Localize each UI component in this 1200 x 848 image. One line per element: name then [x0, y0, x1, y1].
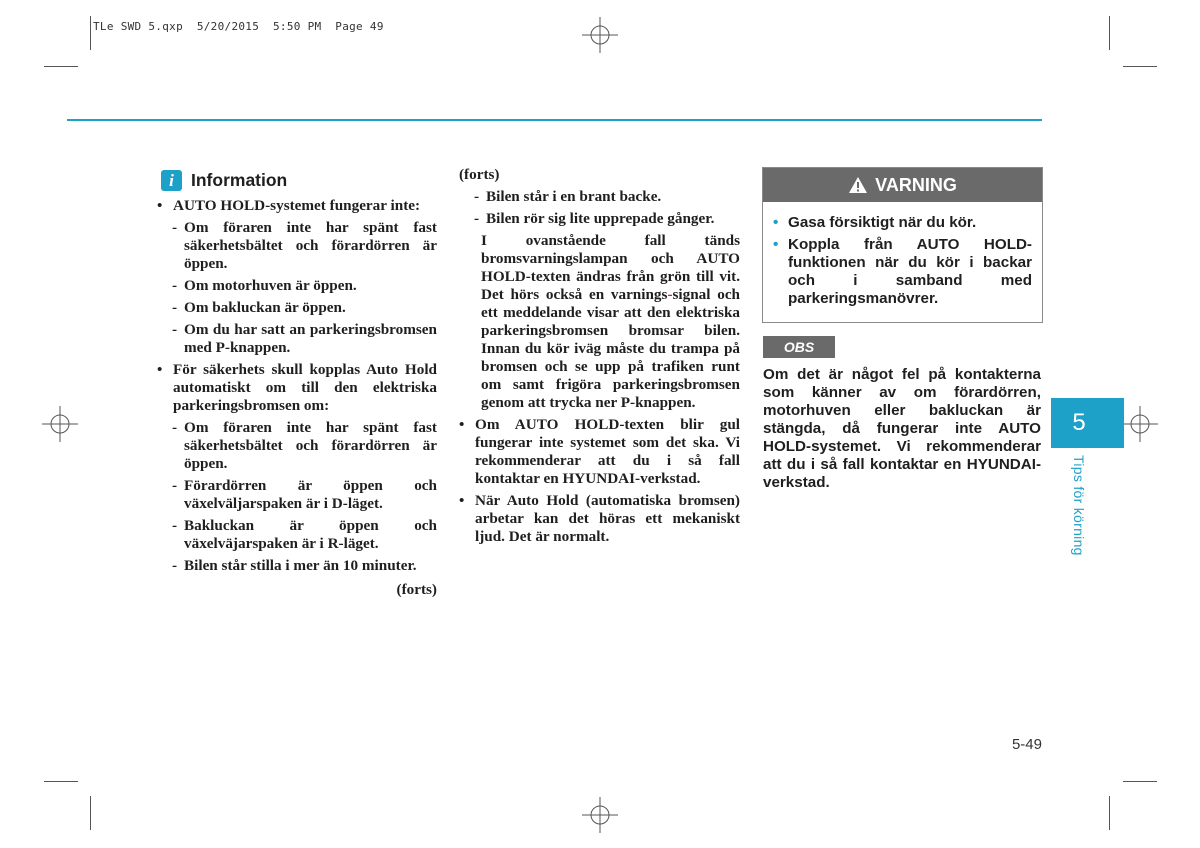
sub-item: - Bilen står stilla i mer än 10 minuter.: [157, 557, 437, 575]
crop-mark: [90, 796, 91, 830]
paragraph: [459, 232, 740, 412]
header-rule: [67, 119, 1042, 121]
warning-header: [763, 168, 1042, 202]
crop-mark: [44, 66, 78, 67]
bullet-dot: •: [157, 197, 163, 214]
warning-text: Koppla från AUTO HOLD-funktionen när du kör i backar och i samband med parkeringsmanövrer.: [788, 236, 1032, 307]
crop-mark: [1123, 781, 1157, 782]
sub-item-text: Om föraren inte har spänt fast säkerhetsbältet och förardörren är öppen.: [184, 419, 437, 472]
list-item: [157, 197, 437, 215]
sub-item-text: Bilen står i en brant backe.: [486, 188, 662, 205]
sub-item-text: Bilen står stilla i mer än 10 minuter.: [184, 557, 417, 574]
paragraph-text: I ovanstående fall tänds bromsvarningslampan och AUTO HOLD-texten ändras från grön till vit. Det hörs också en varnings: [481, 232, 740, 303]
bullet-dot: •: [459, 492, 465, 509]
list-item: [773, 236, 1032, 308]
sub-item: - Om du har satt an parkeringsbromsen med P-knappen.: [172, 321, 437, 356]
bullet-dot: •: [773, 214, 779, 231]
hyphen-mark: -: [667, 286, 673, 303]
bullet-dot: •: [459, 416, 465, 433]
paragraph-text: signal och ett meddelande visar att den elektriska parkeringsbromsen bromsar bilen. Innan du kör iväg måste du trampa på bromsen och se upp på trafiken runt om samt frigöra parkeringsbromsen genom att trycka ner P-knappen.: [481, 286, 741, 411]
list-item: [773, 214, 1032, 232]
sub-item-text: Förardörren är öppen och växelväljarspaken är i D-läget.: [184, 477, 437, 512]
registration-mark-icon: [1122, 406, 1158, 442]
sub-item-text: Om motorhuven är öppen.: [184, 277, 357, 294]
information-heading: [157, 166, 437, 194]
obs-label: OBS: [763, 336, 835, 358]
chapter-number: 5: [1072, 409, 1086, 436]
warning-title: VARNING: [875, 174, 957, 195]
list-item: [157, 361, 437, 415]
bullet-text: För säkerhets skull kopplas Auto Hold automatiskt om till den elektriska parkeringsbromsen om:: [173, 361, 437, 414]
warning-text: Gasa försiktigt när du kör.: [788, 214, 977, 231]
print-slug: TLe SWD 5.qxp 5/20/2015 5:50 PM Page 49: [93, 20, 384, 33]
list-item: [459, 416, 740, 488]
continued-label: (forts): [396, 581, 437, 598]
sub-item: - Om föraren inte har spänt fast säkerhetsbältet och förardörren är öppen.: [172, 419, 437, 472]
crop-mark: [44, 781, 78, 782]
obs-text: Om det är något fel på kontakterna som känner av om förardörren, motorhuven eller bakluckan är stängda, då fungerar inte AUTO HOLD-systemet. Vi rekommenderar att du i så fall kontaktar en HYUNDAI-verkstad.: [763, 366, 1041, 491]
warning-body: [763, 202, 1042, 308]
registration-mark-icon: [42, 406, 78, 442]
information-title: Information: [191, 170, 288, 190]
registration-mark-icon: [582, 797, 618, 833]
crop-mark: [1109, 796, 1110, 830]
bullet-text: När Auto Hold (automatiska bromsen) arbetar kan det höras ett mekaniskt ljud. Det är normalt.: [475, 492, 740, 545]
sub-item: - Bakluckan är öppen och växelväjarspaken är i R-läget.: [172, 517, 437, 552]
bullet-text: AUTO HOLD-systemet fungerar inte:: [173, 197, 421, 214]
sub-item-text: Om föraren inte har spänt fast säkerhetsbältet och förardörren är öppen.: [184, 219, 437, 272]
sub-item: - Förardörren är öppen och växelväljarspaken är i D-läget.: [172, 477, 437, 512]
sub-item-text: Bilen rör sig lite upprepade gånger.: [486, 210, 715, 227]
bullet-dot: •: [773, 236, 779, 253]
crop-mark: [90, 16, 91, 50]
crop-mark: [1109, 16, 1110, 50]
info-icon: i: [161, 170, 182, 191]
sub-item: - Om motorhuven är öppen.: [157, 277, 437, 295]
sub-item-text: Bakluckan är öppen och växelväjarspaken är i R-läget.: [184, 517, 437, 552]
chapter-title-text: Tips för körning: [1071, 455, 1087, 556]
bullet-text: Om AUTO HOLD-texten blir gul fungerar inte systemet som det ska. Vi rekommenderar att du i så fall kontaktar en HYUNDAI-verkstad.: [475, 416, 740, 487]
warning-box: [762, 167, 1043, 323]
crop-mark: [1123, 66, 1157, 67]
sub-item-text: Om du har satt an parkeringsbromsen med P-knappen.: [184, 321, 437, 356]
sub-item: - Bilen står i en brant backe.: [459, 188, 740, 206]
bullet-dot: •: [157, 361, 163, 378]
sub-item: - Om bakluckan är öppen.: [157, 299, 437, 317]
chapter-title: [1069, 455, 1089, 595]
column-continued: [459, 166, 740, 550]
list-item: [459, 492, 740, 546]
sub-item: - Bilen rör sig lite upprepade gånger.: [459, 210, 740, 228]
sub-item: - Om föraren inte har spänt fast säkerhetsbältet och förardörren är öppen.: [172, 219, 437, 272]
sub-item-text: Om bakluckan är öppen.: [184, 299, 346, 316]
continued-label: (forts): [459, 166, 500, 183]
column-information: [157, 166, 437, 599]
page-number: 5-49: [1011, 736, 1042, 753]
registration-mark-icon: [582, 17, 618, 53]
warning-triangle-icon: [848, 176, 868, 194]
